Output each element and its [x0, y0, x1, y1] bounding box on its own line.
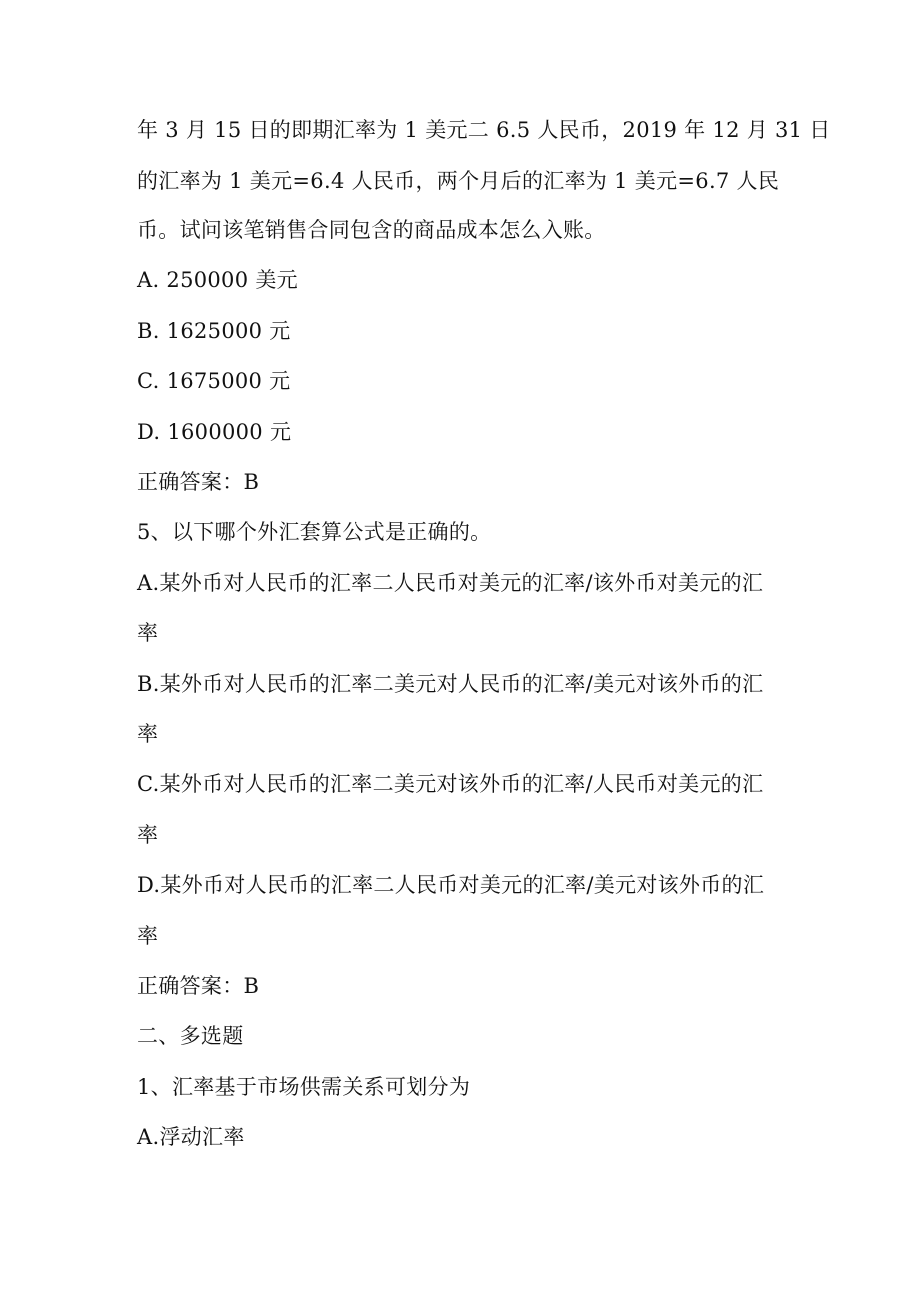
question-5-option-a-line-2: 率 [137, 621, 159, 645]
question-4-answer: 正确答案：B [137, 470, 260, 494]
question-5-option-b-line-2: 率 [137, 722, 159, 746]
question-4-stem-line-2: 的汇率为 1 美元=6.4 人民币，两个月后的汇率为 1 美元=6.7 人民 [137, 169, 780, 193]
question-4-stem-line-3: 币。试问该笔销售合同包含的商品成本怎么入账。 [137, 218, 606, 242]
question-5-option-d-line-1: D.某外币对人民币的汇率二人民币对美元的汇率/美元对该外币的汇 [137, 873, 765, 897]
question-4-option-b: B. 1625000 元 [137, 319, 291, 343]
question-5-option-a-line-1: A.某外币对人民币的汇率二人民币对美元的汇率/该外币对美元的汇 [137, 571, 764, 595]
question-4-option-c: C. 1675000 元 [137, 369, 291, 393]
question-5-answer: 正确答案：B [137, 974, 260, 998]
section-title: 二、多选题 [137, 1024, 244, 1048]
question-4-stem-line-1: 年 3 月 15 日的即期汇率为 1 美元二 6.5 人民币，2019 年 12 月 31 日 [137, 118, 831, 142]
multi-question-1-option-a: A.浮动汇率 [137, 1125, 245, 1149]
question-4-option-d: D. 1600000 元 [137, 420, 292, 444]
multi-question-1-stem: 1、汇率基于市场供需关系可划分为 [137, 1075, 471, 1099]
question-4-option-a: A. 250000 美元 [137, 268, 298, 292]
question-5-option-c-line-1: C.某外币对人民币的汇率二美元对该外币的汇率/人民币对美元的汇 [137, 772, 764, 796]
question-5-option-b-line-1: B.某外币对人民币的汇率二美元对人民币的汇率/美元对该外币的汇 [137, 672, 764, 696]
question-5-option-d-line-2: 率 [137, 924, 159, 948]
question-5-option-c-line-2: 率 [137, 823, 159, 847]
question-5-stem: 5、以下哪个外汇套算公式是正确的。 [137, 520, 492, 544]
